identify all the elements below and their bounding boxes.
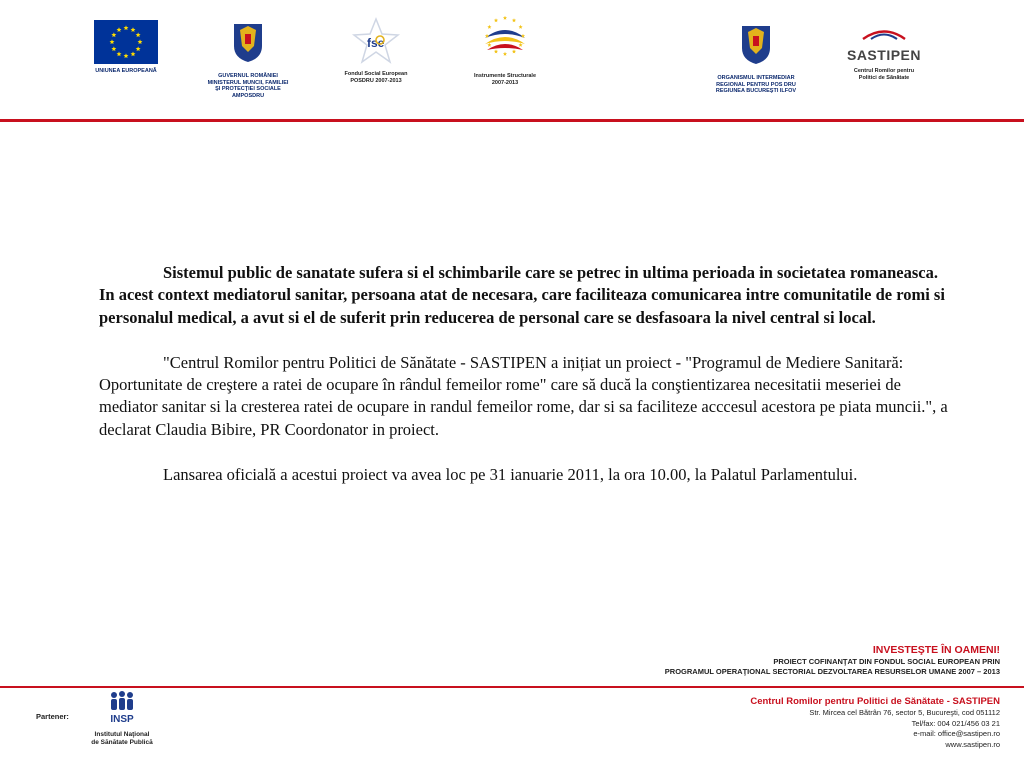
sastipen-caption-line: Centrul Romilor pentru [853,68,915,74]
intermediate-body-caption-line: REGIUNEA BUCUREŞTI ILFOV [715,88,797,94]
sastipen-logo [836,26,932,81]
sastipen-caption-line: Politici de Sănătate [858,74,910,81]
insp-mark-text: INSP [110,714,134,724]
contact-website[interactable]: www.sastipen.ro [945,739,1000,749]
government-caption-line: MINISTERUL MUNCII, FAMILIEI [207,79,289,86]
contact-phone: Tel/fax: 004 021/456 03 21 [911,718,1000,728]
structural-instruments-star [487,43,491,47]
insp-name-line: Institutul Naţional [94,731,150,738]
eu-caption: UNIUNEA EUROPEANĂ [95,68,157,74]
contact-email[interactable]: e-mail: office@sastipen.ro [913,729,1000,738]
insp-logo [82,690,162,747]
government-logo [198,20,298,99]
invest-line: PROIECT COFINANŢAT DIN FONDUL SOCIAL EUROPEAN PRIN [773,657,1000,666]
eu-star [117,27,122,32]
invest-in-people-block [665,644,1000,677]
eu-star [138,39,143,44]
structural-instruments-star [519,25,523,29]
footer-divider [0,686,1024,688]
eu-star [124,53,129,58]
intermediate-body-caption-line: REGIONAL PENTRU POS DRU [716,81,796,88]
eu-logo [88,20,164,75]
insp-figures-icon [104,690,140,724]
romanian-crest-icon [231,20,265,64]
structural-instruments-caption-line: 2007-2013 [491,79,519,86]
fse-star-icon [350,16,402,66]
structural-instruments-star [512,18,516,22]
eu-flag-icon [94,20,158,64]
invest-title: INVESTEŞTE ÎN OAMENI! [872,644,1000,656]
quote-paragraph: "Centrul Romilor pentru Politici de Sănătate - SASTIPEN a inițiat un proiect - "Programul de Mediere Sanitară: Oportunitate de creştere a ratei de ocupare în rândul femeilor rome" care să ducă la conştientizarea necesitatii meseriei de mediator sanitar si la cresterea ratei de ocupare in randul femeilor rome, dar si sa faciliteze acccesul acestora pe piata muncii.", a declarat Claudia Bibire, PR Coordonator in proiect. [99,352,948,439]
sastipen-arc-icon [857,26,911,40]
government-caption-line: GUVERNUL ROMÂNIEI [218,73,278,79]
eu-star [110,39,115,44]
government-caption-line: AMPOSDRU [231,92,265,99]
structural-instruments-logo [462,16,548,86]
intro-paragraph: Sistemul public de sanatate sufera si el schimbarile care se petrec in ultima perioada in societatea romaneasca. In acest context mediatorul sanitar, persoana atat de necesara, care faciliteaza comunicarea intre comunitatile de romi si personalul medical, a avut si el de suferit prin reducerea de personal care se desfasoara la nivel central si local. [99,263,945,327]
eu-star [111,46,116,51]
insp-name-line: de Sănătate Publică [91,739,153,746]
partner-label: Partener: [36,712,69,721]
header-divider [0,119,1024,122]
contact-title: Centrul Romilor pentru Politici de Sănătate - SASTIPEN [750,696,1000,707]
sastipen-wordmark: SASTIPEN [846,47,921,63]
eu-star [124,25,129,30]
structural-instruments-star [503,16,507,20]
structural-instruments-star [494,18,498,22]
fse-caption-line: POSDRU 2007-2013 [350,77,402,84]
eu-star [117,52,122,57]
contact-address: Str. Mircea cel Bătrân 76, sector 5, Bucureşti, cod 051112 [809,708,1000,717]
structural-instruments-star [512,49,516,53]
fse-caption-line: Fondul Social European [344,71,408,77]
fse-mark-text: fse [367,36,385,50]
government-caption-line: ŞI PROTECŢIEI SOCIALE [215,86,281,92]
structural-instruments-star [494,49,498,53]
press-release-body [99,262,949,486]
intermediate-body-logo [702,22,810,95]
invest-line: PROGRAMUL OPERAŢIONAL SECTORIAL DEZVOLTAREA RESURSELOR UMANE 2007 – 2013 [664,667,1000,676]
fse-logo [330,16,422,84]
eu-star [136,32,141,37]
structural-instruments-caption-line: Instrumente Structurale [473,73,537,79]
eu-star [136,46,141,51]
launch-paragraph: Lansarea oficială a acestui proiect va avea loc pe 31 ianuarie 2011, la ora 10.00, la Palatul Parlamentului. [163,464,858,484]
structural-instruments-star [487,25,491,29]
eu-star [131,27,136,32]
contact-block [750,696,1000,750]
eu-star [111,32,116,37]
romanian-crest-icon [739,22,773,66]
eu-star [131,52,136,57]
intermediate-body-caption-line: ORGANISMUL INTERMEDIAR [717,75,795,81]
structural-instruments-star [519,43,523,47]
structural-instruments-star [503,52,507,56]
structural-instruments-icon [477,16,533,68]
